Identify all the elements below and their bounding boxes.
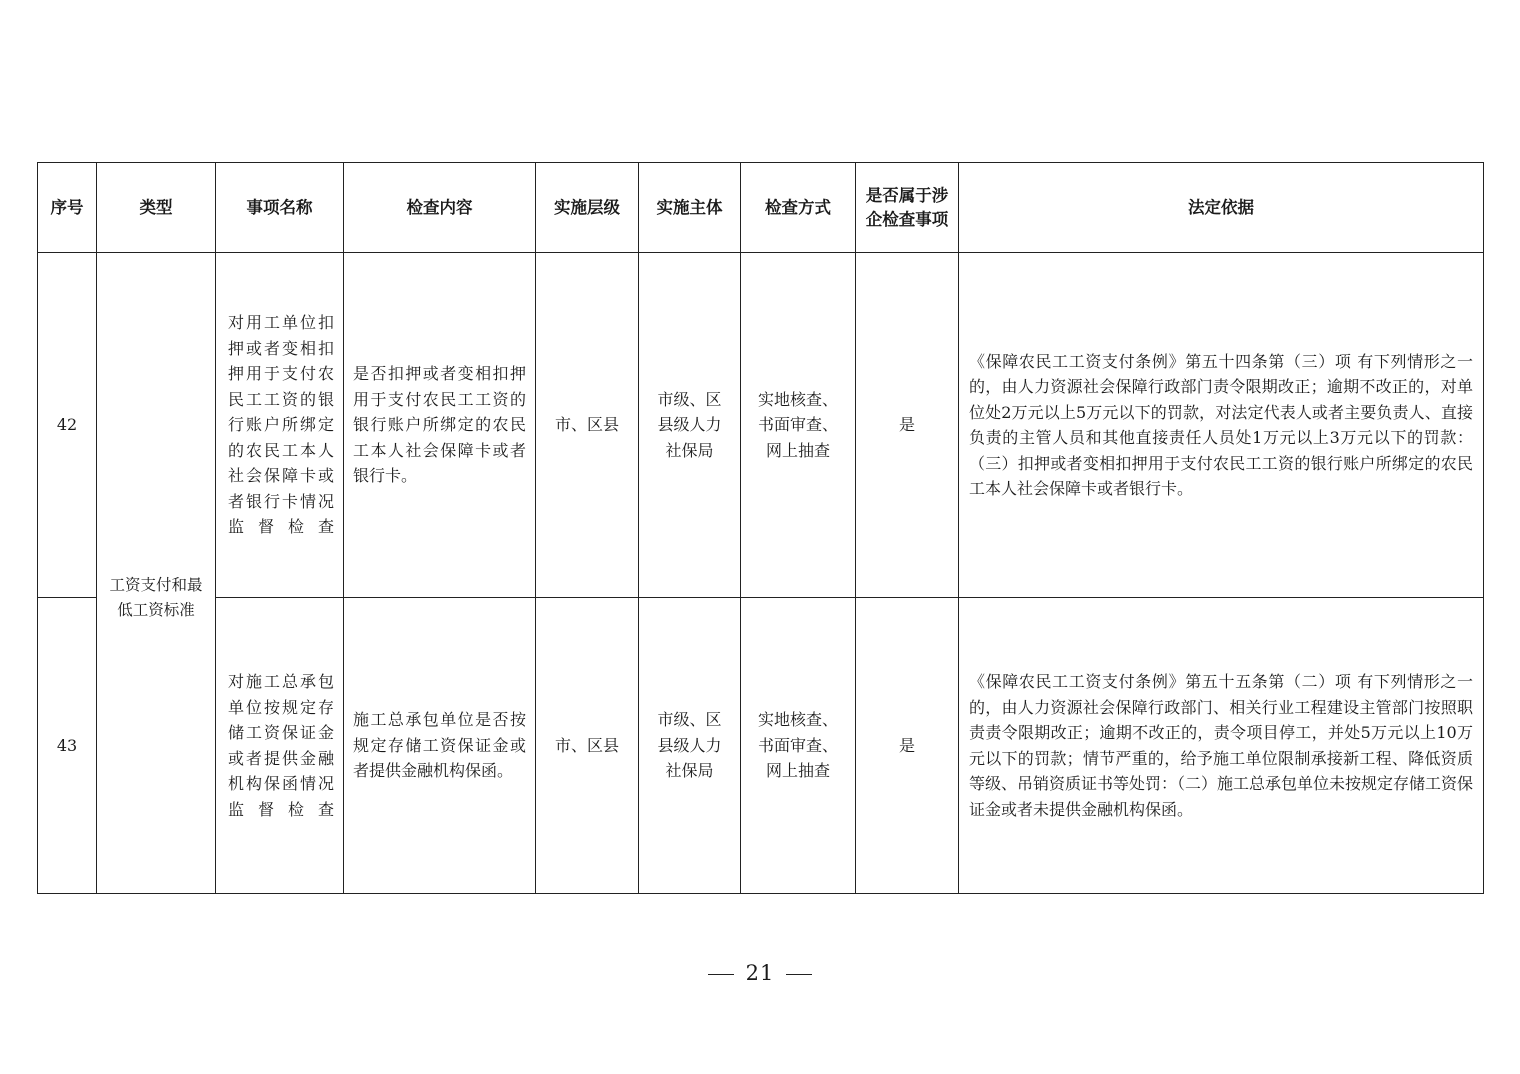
row-type-text: 工资支付和最低工资标准 <box>109 575 203 619</box>
row-legal-basis-text: 《保障农民工工资支付条例》第五十五条第（二）项 有下列情形之一的，由人力资源社会保障行政部门、相关行业工程建设主管部门按照职责责令限期改正；逾期不改正的，责令项目停工，并处5万元以上10万元以下的罚款；情节严重的，给予施工单位限制承接新工程、降低资质等级、吊销资质证书等处罚：（二）施工总承包单位未按规定存储工资保证金或者未提供金融机构保函。 <box>969 672 1474 819</box>
header-method: 检查方式 <box>741 163 856 253</box>
row-check-content-text: 是否扣押或者变相扣押用于支付农民工工资的银行账户所绑定的农民工本人社会保障卡或者银行卡。 <box>353 364 526 486</box>
row-type <box>97 253 216 894</box>
header-item-name: 事项名称 <box>216 163 344 253</box>
table-header-row <box>38 163 1484 253</box>
page-number-value: 21 <box>745 961 775 985</box>
row-level: 市、区县 <box>536 253 639 598</box>
page-number-left-dash <box>708 974 734 975</box>
row-check-content <box>344 598 536 894</box>
table-row <box>38 253 1484 598</box>
inspection-items-table <box>37 162 1484 894</box>
row-level: 市、区县 <box>536 598 639 894</box>
header-seq: 序号 <box>38 163 97 253</box>
row-method-text: 实地核查、书面审查、网上抽查 <box>757 389 838 460</box>
row-subject-text: 市级、区县级人力社保局 <box>657 389 722 460</box>
row-legal-basis-text: 《保障农民工工资支付条例》第五十四条第（三）项 有下列情形之一的，由人力资源社会保障行政部门责令限期改正；逾期不改正的，对单位处2万元以上5万元以下的罚款，对法定代表人或者主要负责人、直接负责的主管人员和其他直接责任人员处1万元以上3万元以下的罚款：（三）扣押或者变相扣押用于支付农民工工资的银行账户所绑定的农民工本人社会保障卡或者银行卡。 <box>969 351 1473 498</box>
row-check-content-text: 施工总承包单位是否按规定存储工资保证金或者提供金融机构保函。 <box>353 710 526 781</box>
header-subject: 实施主体 <box>639 163 741 253</box>
page-number <box>0 961 1520 985</box>
header-enterprise-related <box>856 163 959 253</box>
row-method-text: 实地核查、书面审查、网上抽查 <box>757 710 838 781</box>
table-row <box>38 598 1484 894</box>
row-check-content <box>344 253 536 598</box>
row-item-name <box>216 253 344 598</box>
row-item-name-text: 对用工单位扣押或者变相扣押用于支付农民工工资的银行账户所绑定的农民工本人社会保障卡或者银行卡情况监督检查 <box>228 313 334 537</box>
row-enterprise-related: 是 <box>856 253 959 598</box>
row-item-name <box>216 598 344 894</box>
row-seq: 42 <box>38 253 97 598</box>
row-legal-basis <box>959 253 1484 598</box>
header-check-content: 检查内容 <box>344 163 536 253</box>
row-legal-basis <box>959 598 1484 894</box>
row-method <box>741 253 856 598</box>
row-seq: 43 <box>38 598 97 894</box>
row-subject-text: 市级、区县级人力社保局 <box>657 710 722 781</box>
page-number-right-dash <box>786 974 812 975</box>
row-enterprise-related: 是 <box>856 598 959 894</box>
header-legal-basis: 法定依据 <box>959 163 1484 253</box>
row-subject <box>639 253 741 598</box>
header-enterprise-related-text: 是否属于涉企检查事项 <box>865 185 949 229</box>
row-subject <box>639 598 741 894</box>
header-type: 类型 <box>97 163 216 253</box>
row-method <box>741 598 856 894</box>
row-item-name-text: 对施工总承包单位按规定存储工资保证金或者提供金融机构保函情况监督检查 <box>228 672 334 819</box>
header-level: 实施层级 <box>536 163 639 253</box>
